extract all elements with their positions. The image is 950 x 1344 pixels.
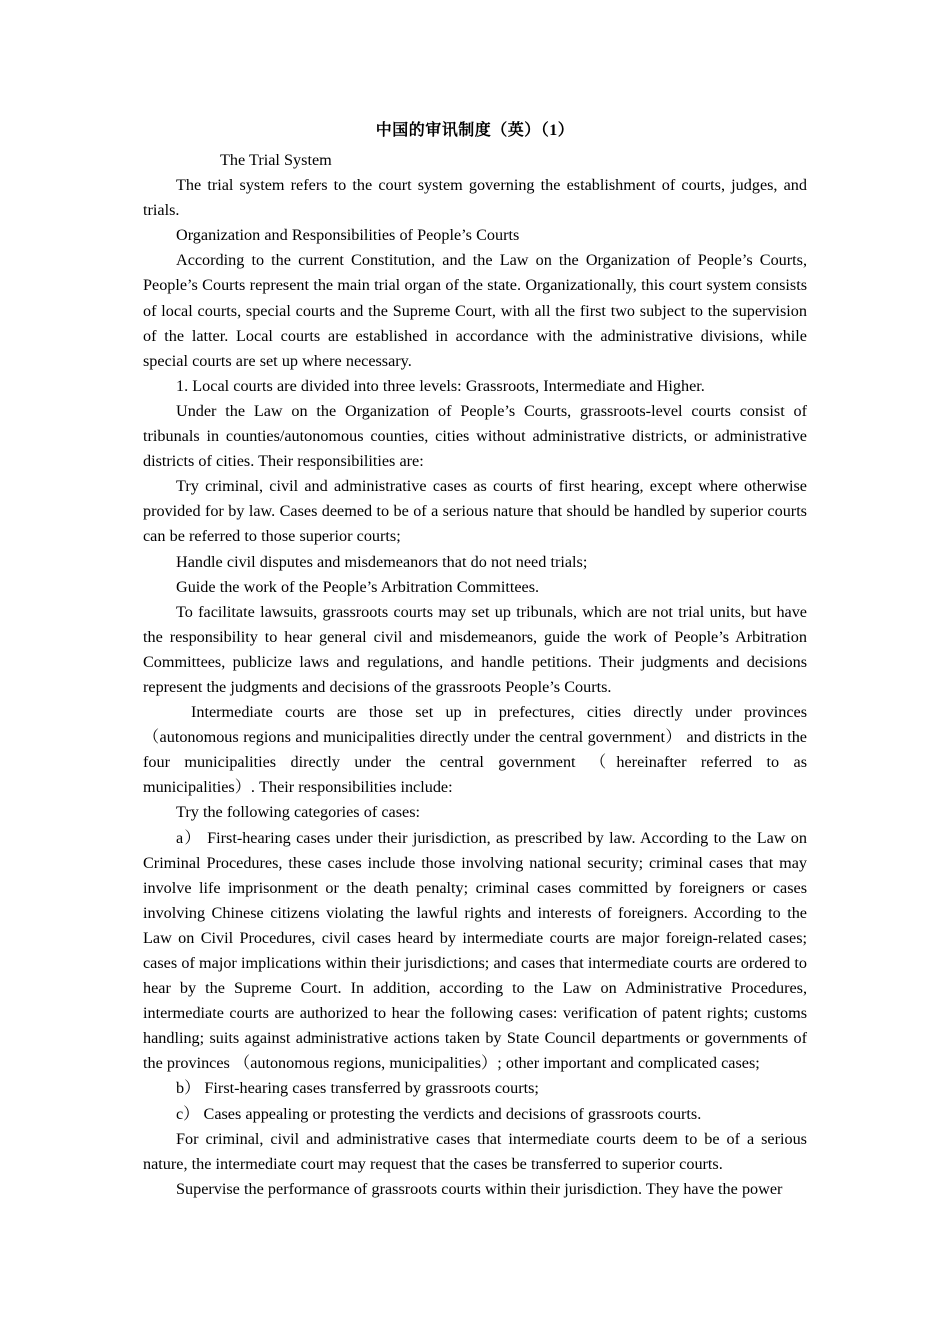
heading-organization-responsibilities: Organization and Responsibilities of People’s Courts xyxy=(176,226,520,245)
paragraph-item-c: c） Cases appealing or protesting the verdicts and decisions of grassroots courts. xyxy=(176,1104,702,1123)
section-heading-trial-system: The Trial System xyxy=(220,151,332,169)
paragraph-item-a: a） First-hearing cases under their jurisdiction, as prescribed by law. According to the Law on Criminal Procedures, these cases include those involving national security; criminal cases that may involve life imprisonment or the death penalty; criminal cases committed by foreigners or cases involving Chinese citizens violating the lawful rights and interests of foreigners. According to the Law on Civil Procedures, civil cases heard by intermediate courts are major foreign-related cases; cases of major implications within their jurisdictions; and cases that intermediate courts are ordered to hear by the Supreme Court. In addition, according to the Law on Administrative Procedures, intermediate courts are authorized to hear the following cases: verification of patent rights; customs handling; suits against administrative actions taken by State Council departments or governments of the provinces （autonomous regions, municipalities）; other important and complicated cases; xyxy=(143,828,807,1073)
paragraph-facilitate-lawsuits: To facilitate lawsuits, grassroots courts may set up tribunals, which are not trial units, but have the responsibility to hear general civil and misdemeanors, guide the work of People’s Arbitration Committees, publicize laws and regulations, and handle petitions. Their judgments and decisions represent the judgments and decisions of the grassroots People’s Courts. xyxy=(143,602,807,696)
paragraph-according-to-constitution: According to the current Constitution, and the Law on the Organization of People’s Courts, People’s Courts represent the main trial organ of the state. Organizationally, this court system consists of local courts, special courts and the Supreme Court, with all the first two subject to the supervision of the latter. Local courts are established in accordance with the administrative divisions, while special courts are set up where necessary. xyxy=(143,251,807,370)
paragraph-guide-arbitration-committees: Guide the work of the People’s Arbitration Committees. xyxy=(176,577,540,596)
paragraph-intermediate-courts: Intermediate courts are those set up in prefectures, cities directly under provinces （autonomous regions and municipalities directly under the central government） and districts in the four municipalities directly under the central government （hereinafter referred to as municipalities）. Their responsibilities include: xyxy=(143,703,807,797)
paragraph-local-courts-levels: 1. Local courts are divided into three levels: Grassroots, Intermediate and Higher. xyxy=(176,376,705,395)
document-title: 中国的审讯制度（英）（1） xyxy=(375,122,575,139)
paragraph-try-following-categories: Try the following categories of cases: xyxy=(176,803,421,822)
paragraph-trial-system-definition: The trial system refers to the court system governing the establishment of courts, judges, and trials. xyxy=(143,176,807,220)
paragraph-serious-nature-transfer: For criminal, civil and administrative cases that intermediate courts deem to be of a serious nature, the intermediate court may request that the cases be transferred to superior courts. xyxy=(143,1129,807,1173)
paragraph-handle-civil-disputes: Handle civil disputes and misdemeanors that do not need trials; xyxy=(176,552,588,571)
paragraph-supervise-performance: Supervise the performance of grassroots courts within their jurisdiction. They have the power xyxy=(176,1179,783,1198)
paragraph-grassroots-level-courts: Under the Law on the Organization of People’s Courts, grassroots-level courts consist of tribunals in counties/autonomous counties, cities without administrative districts, or administrative districts of cities. Their responsibilities are: xyxy=(143,401,807,471)
paragraph-item-b: b） First-hearing cases transferred by grassroots courts; xyxy=(176,1079,539,1098)
paragraph-try-criminal-civil-administrative: Try criminal, civil and administrative cases as courts of first hearing, except where otherwise provided for by law. Cases deemed to be of a serious nature that should be handled by superior courts can be referred to those superior courts; xyxy=(143,477,807,546)
document-body xyxy=(143,118,807,1202)
